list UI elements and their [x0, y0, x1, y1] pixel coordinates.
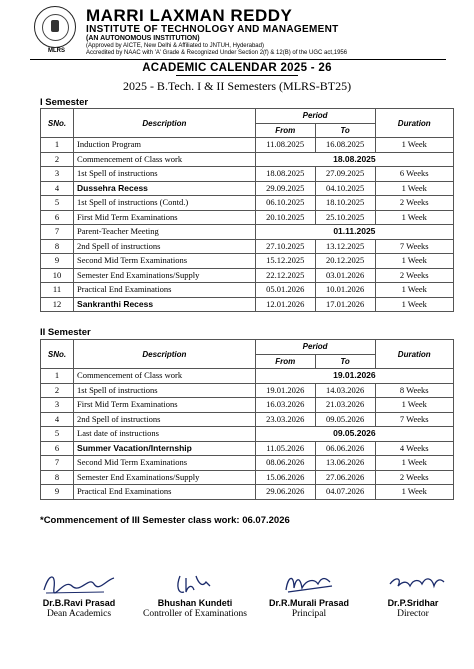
cell-sno: 4 — [41, 181, 74, 196]
institution-subtitle: INSTITUTE OF TECHNOLOGY AND MANAGEMENT — [86, 24, 339, 35]
table-row — [41, 225, 454, 240]
cell-description: Commencement of Class work — [74, 369, 256, 384]
header-to: To — [315, 354, 375, 369]
cell-to: 27.06.2026 — [315, 470, 375, 485]
table-row — [41, 297, 454, 312]
table-row — [41, 283, 454, 298]
cell-to: 17.01.2026 — [315, 297, 375, 312]
cell-sno: 6 — [41, 441, 74, 456]
cell-sno: 11 — [41, 283, 74, 298]
cell-to: 27.09.2025 — [315, 167, 375, 182]
cell-description: Second Mid Term Examinations — [74, 456, 256, 471]
signatory-2 — [140, 568, 250, 619]
signatory-3 — [254, 568, 364, 619]
cell-sno: 2 — [41, 152, 74, 167]
semester2-table — [40, 339, 454, 500]
table-row — [41, 470, 454, 485]
cell-to: 03.01.2026 — [315, 268, 375, 283]
table-row — [41, 456, 454, 471]
cell-to: 25.10.2025 — [315, 210, 375, 225]
cell-description: 1st Spell of instructions — [74, 383, 256, 398]
header-from: From — [255, 123, 315, 138]
logo-text: MLRS — [48, 48, 65, 54]
table-row — [41, 152, 454, 167]
signatory-role: Dean Academics — [46, 609, 112, 619]
cell-sno: 8 — [41, 470, 74, 485]
cell-merged-date: 09.05.2026 — [255, 427, 453, 442]
cell-sno: 1 — [41, 138, 74, 153]
cell-description: Sankranthi Recess — [74, 297, 256, 312]
cell-duration: 2 Weeks — [375, 196, 454, 211]
cell-description: 1st Spell of instructions (Contd.) — [74, 196, 256, 211]
signature-image — [368, 568, 458, 598]
cell-description: 2nd Spell of instructions — [74, 412, 256, 427]
cell-duration: 8 Weeks — [375, 383, 454, 398]
table-row — [41, 210, 454, 225]
cell-to: 09.05.2026 — [315, 412, 375, 427]
cell-sno: 10 — [41, 268, 74, 283]
cell-from: 29.06.2026 — [255, 485, 315, 500]
table-row — [41, 383, 454, 398]
cell-merged-date: 18.08.2025 — [255, 152, 453, 167]
signatory-1 — [24, 568, 134, 619]
table-row — [41, 441, 454, 456]
cell-sno: 3 — [41, 398, 74, 413]
cell-to: 20.12.2025 — [315, 254, 375, 269]
cell-sno: 5 — [41, 196, 74, 211]
cell-to: 10.01.2026 — [315, 283, 375, 298]
table-row — [41, 369, 454, 384]
cell-description: Semester End Examinations/Supply — [74, 470, 256, 485]
accreditation-line: Accredited by NAAC with 'A' Grade & Recognized Under Section 2(f) & 12(B) of the UGC act,1956 — [86, 50, 348, 56]
signatory-role: Director — [397, 609, 429, 619]
cell-sno: 5 — [41, 427, 74, 442]
cell-sno: 7 — [41, 225, 74, 240]
cell-description: 1st Spell of instructions — [74, 167, 256, 182]
table-header-row — [41, 109, 454, 124]
cell-from: 23.03.2026 — [255, 412, 315, 427]
table-header-row — [41, 340, 454, 355]
cell-to: 18.10.2025 — [315, 196, 375, 211]
cell-from: 15.06.2026 — [255, 470, 315, 485]
cell-from: 19.01.2026 — [255, 383, 315, 398]
institution-logo — [34, 6, 76, 48]
cell-sno: 3 — [41, 167, 74, 182]
header-period: Period — [255, 109, 375, 124]
cell-description: Dussehra Recess — [74, 181, 256, 196]
cell-description: First Mid Term Examinations — [74, 398, 256, 413]
cell-from: 22.12.2025 — [255, 268, 315, 283]
cell-duration: 1 Week — [375, 283, 454, 298]
cell-duration: 1 Week — [375, 485, 454, 500]
cell-from: 05.01.2026 — [255, 283, 315, 298]
cell-to: 21.03.2026 — [315, 398, 375, 413]
cell-duration: 1 Week — [375, 254, 454, 269]
semester1-table — [40, 108, 454, 312]
table-row — [41, 268, 454, 283]
semester1-title: I Semester — [40, 97, 89, 108]
table-row — [41, 138, 454, 153]
header-from: From — [255, 354, 315, 369]
cell-duration: 4 Weeks — [375, 441, 454, 456]
cell-from: 15.12.2025 — [255, 254, 315, 269]
cell-duration: 1 Week — [375, 210, 454, 225]
table-row — [41, 254, 454, 269]
cell-duration: 7 Weeks — [375, 412, 454, 427]
cell-to: 04.10.2025 — [315, 181, 375, 196]
cell-sno: 1 — [41, 369, 74, 384]
table-row — [41, 167, 454, 182]
institution-name: MARRI LAXMAN REDDY — [86, 6, 293, 25]
table-row — [41, 239, 454, 254]
signatory-4 — [358, 568, 468, 619]
cell-duration: 2 Weeks — [375, 470, 454, 485]
signature-image — [150, 568, 240, 598]
cell-merged-date: 01.11.2025 — [255, 225, 453, 240]
cell-duration: 1 Week — [375, 456, 454, 471]
cell-from: 11.05.2026 — [255, 441, 315, 456]
cell-description: Induction Program — [74, 138, 256, 153]
cell-sno: 8 — [41, 239, 74, 254]
signatory-name: Dr.P.Sridhar — [387, 598, 439, 608]
cell-from: 11.08.2025 — [255, 138, 315, 153]
header-duration: Duration — [375, 109, 454, 138]
cell-to: 13.12.2025 — [315, 239, 375, 254]
cell-description: Practical End Examinations — [74, 283, 256, 298]
cell-from: 20.10.2025 — [255, 210, 315, 225]
cell-duration: 2 Weeks — [375, 268, 454, 283]
header-period: Period — [255, 340, 375, 355]
table-row — [41, 181, 454, 196]
header-sno: SNo. — [41, 340, 74, 369]
cell-description: Practical End Examinations — [74, 485, 256, 500]
cell-from: 08.06.2026 — [255, 456, 315, 471]
table-row — [41, 485, 454, 500]
program-title: 2025 - B.Tech. I & II Semesters (MLRS-BT25) — [122, 79, 352, 93]
cell-duration: 7 Weeks — [375, 239, 454, 254]
header-rule — [30, 59, 446, 60]
cell-description: Summer Vacation/Internship — [74, 441, 256, 456]
cell-description: Semester End Examinations/Supply — [74, 268, 256, 283]
cell-description: Commencement of Class work — [74, 152, 256, 167]
cell-sno: 4 — [41, 412, 74, 427]
calendar-title: ACADEMIC CALENDAR 2025 - 26 — [142, 62, 332, 74]
signatory-name: Dr.R.Murali Prasad — [268, 598, 350, 608]
title-underline — [176, 75, 298, 76]
signatory-role: Controller of Examinations — [143, 609, 247, 619]
cell-to: 06.06.2026 — [315, 441, 375, 456]
table-row — [41, 398, 454, 413]
header-to: To — [315, 123, 375, 138]
autonomous-status: (AN AUTONOMOUS INSTITUTION) — [86, 35, 200, 42]
footnote: *Commencement of III Semester class work: 06.07.2026 — [40, 515, 290, 526]
institution-header — [0, 0, 474, 60]
cell-duration: 1 Week — [375, 297, 454, 312]
cell-description: First Mid Term Examinations — [74, 210, 256, 225]
cell-to: 04.07.2026 — [315, 485, 375, 500]
cell-from: 29.09.2025 — [255, 181, 315, 196]
cell-description: Parent-Teacher Meeting — [74, 225, 256, 240]
approval-line: (Approved by AICTE, New Delhi & Affiliated to JNTUH, Hyderabad) — [86, 43, 264, 49]
cell-sno: 6 — [41, 210, 74, 225]
signatory-name: Bhushan Kundeti — [157, 598, 233, 608]
header-duration: Duration — [375, 340, 454, 369]
cell-sno: 9 — [41, 254, 74, 269]
cell-from: 18.08.2025 — [255, 167, 315, 182]
cell-sno: 9 — [41, 485, 74, 500]
cell-sno: 7 — [41, 456, 74, 471]
cell-sno: 2 — [41, 383, 74, 398]
cell-sno: 12 — [41, 297, 74, 312]
signature-image — [34, 568, 124, 598]
cell-duration: 1 Week — [375, 138, 454, 153]
cell-duration: 6 Weeks — [375, 167, 454, 182]
cell-to: 13.06.2026 — [315, 456, 375, 471]
cell-from: 12.01.2026 — [255, 297, 315, 312]
cell-description: Second Mid Term Examinations — [74, 254, 256, 269]
cell-merged-date: 19.01.2026 — [255, 369, 453, 384]
header-description: Description — [74, 340, 256, 369]
cell-from: 27.10.2025 — [255, 239, 315, 254]
table-row — [41, 427, 454, 442]
semester2-title: II Semester — [40, 327, 91, 338]
table-row — [41, 196, 454, 211]
cell-from: 16.03.2026 — [255, 398, 315, 413]
table-row — [41, 412, 454, 427]
header-description: Description — [74, 109, 256, 138]
signatory-role: Principal — [291, 609, 327, 619]
cell-description: 2nd Spell of instructions — [74, 239, 256, 254]
cell-description: Last date of instructions — [74, 427, 256, 442]
header-sno: SNo. — [41, 109, 74, 138]
cell-from: 06.10.2025 — [255, 196, 315, 211]
cell-to: 14.03.2026 — [315, 383, 375, 398]
cell-to: 16.08.2025 — [315, 138, 375, 153]
cell-duration: 1 Week — [375, 398, 454, 413]
signature-image — [264, 568, 354, 598]
signatory-name: Dr.B.Ravi Prasad — [42, 598, 116, 608]
cell-duration: 1 Week — [375, 181, 454, 196]
